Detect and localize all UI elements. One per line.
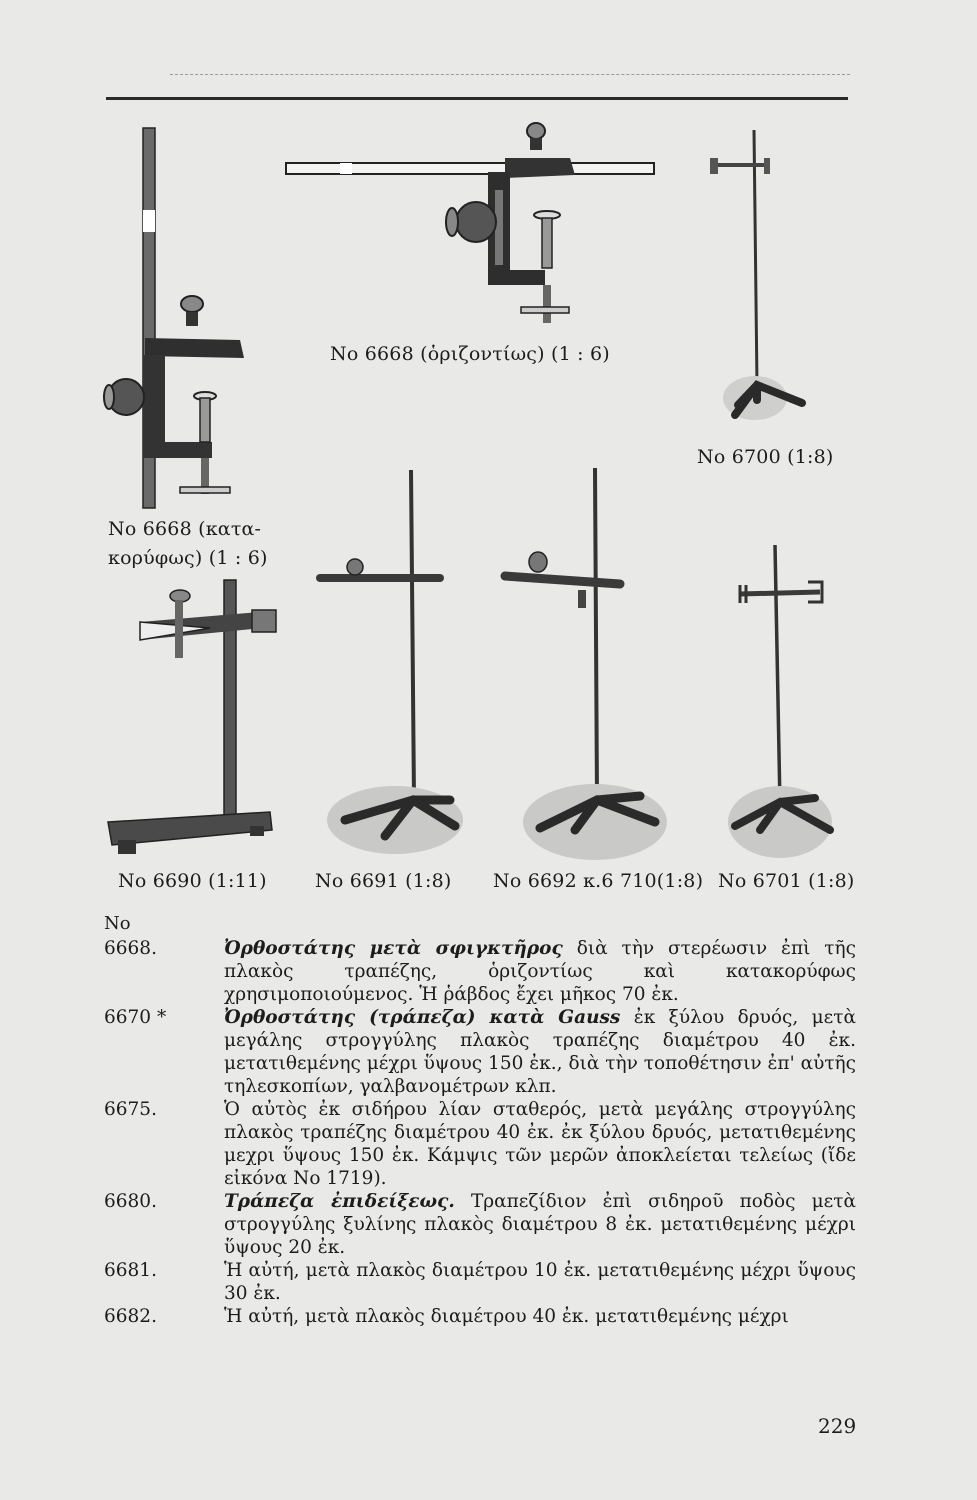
entry-description: Ἡ αὐτή, μετὰ πλακὸς διαμέτρου 10 ἐκ. μετατιθεμένης μέχρι ὕψους 30 ἐκ. <box>224 1260 856 1304</box>
clamp-horizontal-illustration <box>286 123 654 323</box>
entry-6681 <box>104 1259 856 1305</box>
entry-number: 6680. <box>104 1191 157 1212</box>
entry-number: 6668. <box>104 938 157 959</box>
caption-6690: No 6690 (1:11) <box>118 870 267 892</box>
entry-6675 <box>104 1098 856 1190</box>
caption-6700: No 6700 (1:8) <box>697 446 834 468</box>
caption-6668-horizontal: No 6668 (ὁριζοντίως) (1 : 6) <box>330 343 610 365</box>
entry-description: Ὁ αὐτὸς ἐκ σιδήρου λίαν σταθερός, μετὰ μεγάλης στρογγύλης πλακὸς τραπέζης διαμέτρου 40 ἐκ. ἐκ ξύλου δρυός, μετατιθεμένης μεχρι ὕψους 150 ἐκ. Κάμψις τῶν μερῶν ἀποκλείεται τελείως (ἴδε εἰκόνα No 1719). <box>224 1099 856 1189</box>
catalog-entries <box>104 912 856 1328</box>
entry-title: Ὀρθοστάτης μετὰ σφιγκτῆρος <box>224 938 563 959</box>
entry-title: Τράπεζα ἐπιδείξεως. <box>224 1191 455 1212</box>
entry-description: διὰ τὴν στερέωσιν ἐπὶ τῆς πλακὸς τραπέζης, ὁριζοντίως καὶ κατακορύφως χρησιμοποιούμενος. Ἡ ῥάβδος ἔχει μῆκος 70 ἐκ. <box>224 938 856 1005</box>
entry-description: Τραπεζίδιον ἐπὶ σιδηροῦ ποδὸς μετὰ στρογγύλης ξυλίνης πλακὸς διαμέτρου 8 ἐκ. μετατιθεμένης μέχρι ὕψους 20 ἐκ. <box>224 1191 856 1258</box>
entry-number: 6670 * <box>104 1007 167 1028</box>
entry-6670 <box>104 1006 856 1098</box>
entry-6668 <box>104 937 856 1006</box>
entry-6680 <box>104 1190 856 1259</box>
entry-6682 <box>104 1305 856 1328</box>
number-column-header: No <box>104 913 131 934</box>
clamp-vertical-illustration <box>104 128 244 508</box>
entry-number: 6681. <box>104 1260 157 1281</box>
caption-6692: No 6692 κ.6 710(1:8) <box>493 870 704 892</box>
stand-6691-illustration <box>320 470 463 854</box>
entry-description: ἐκ ξύλου δρυός, μετὰ μεγάλης στρογγύλης πλακὸς τραπέζης διαμέτρου 40 ἐκ. μετατιθεμένης μέχρι ὕψους 150 ἐκ., διὰ τὴν τοποθέτησιν ἐπ' αὐτῆς τηλεσκοπίων, γαλβανομέτρων κλπ. <box>224 1007 856 1097</box>
stand-6700-illustration <box>710 130 802 420</box>
entry-number: 6675. <box>104 1099 157 1120</box>
caption-6668-vertical-line1: No 6668 (κατα- <box>108 518 262 540</box>
entry-number: 6682. <box>104 1306 157 1327</box>
caption-6691: No 6691 (1:8) <box>315 870 452 892</box>
stand-6692-illustration <box>505 468 667 860</box>
page-number: 229 <box>818 1414 857 1438</box>
entry-description: Ἡ αὐτή, μετὰ πλακὸς διαμέτρου 40 ἐκ. μετατιθεμένης μέχρι <box>224 1306 789 1327</box>
stand-6701-illustration <box>728 545 832 858</box>
stand-6690-illustration <box>108 580 276 854</box>
caption-6668-vertical-line2: κορύφως) (1 : 6) <box>108 547 268 569</box>
entry-title: Ὀρθοστάτης (τράπεζα) κατὰ Gauss <box>224 1007 621 1028</box>
caption-6701: No 6701 (1:8) <box>718 870 855 892</box>
